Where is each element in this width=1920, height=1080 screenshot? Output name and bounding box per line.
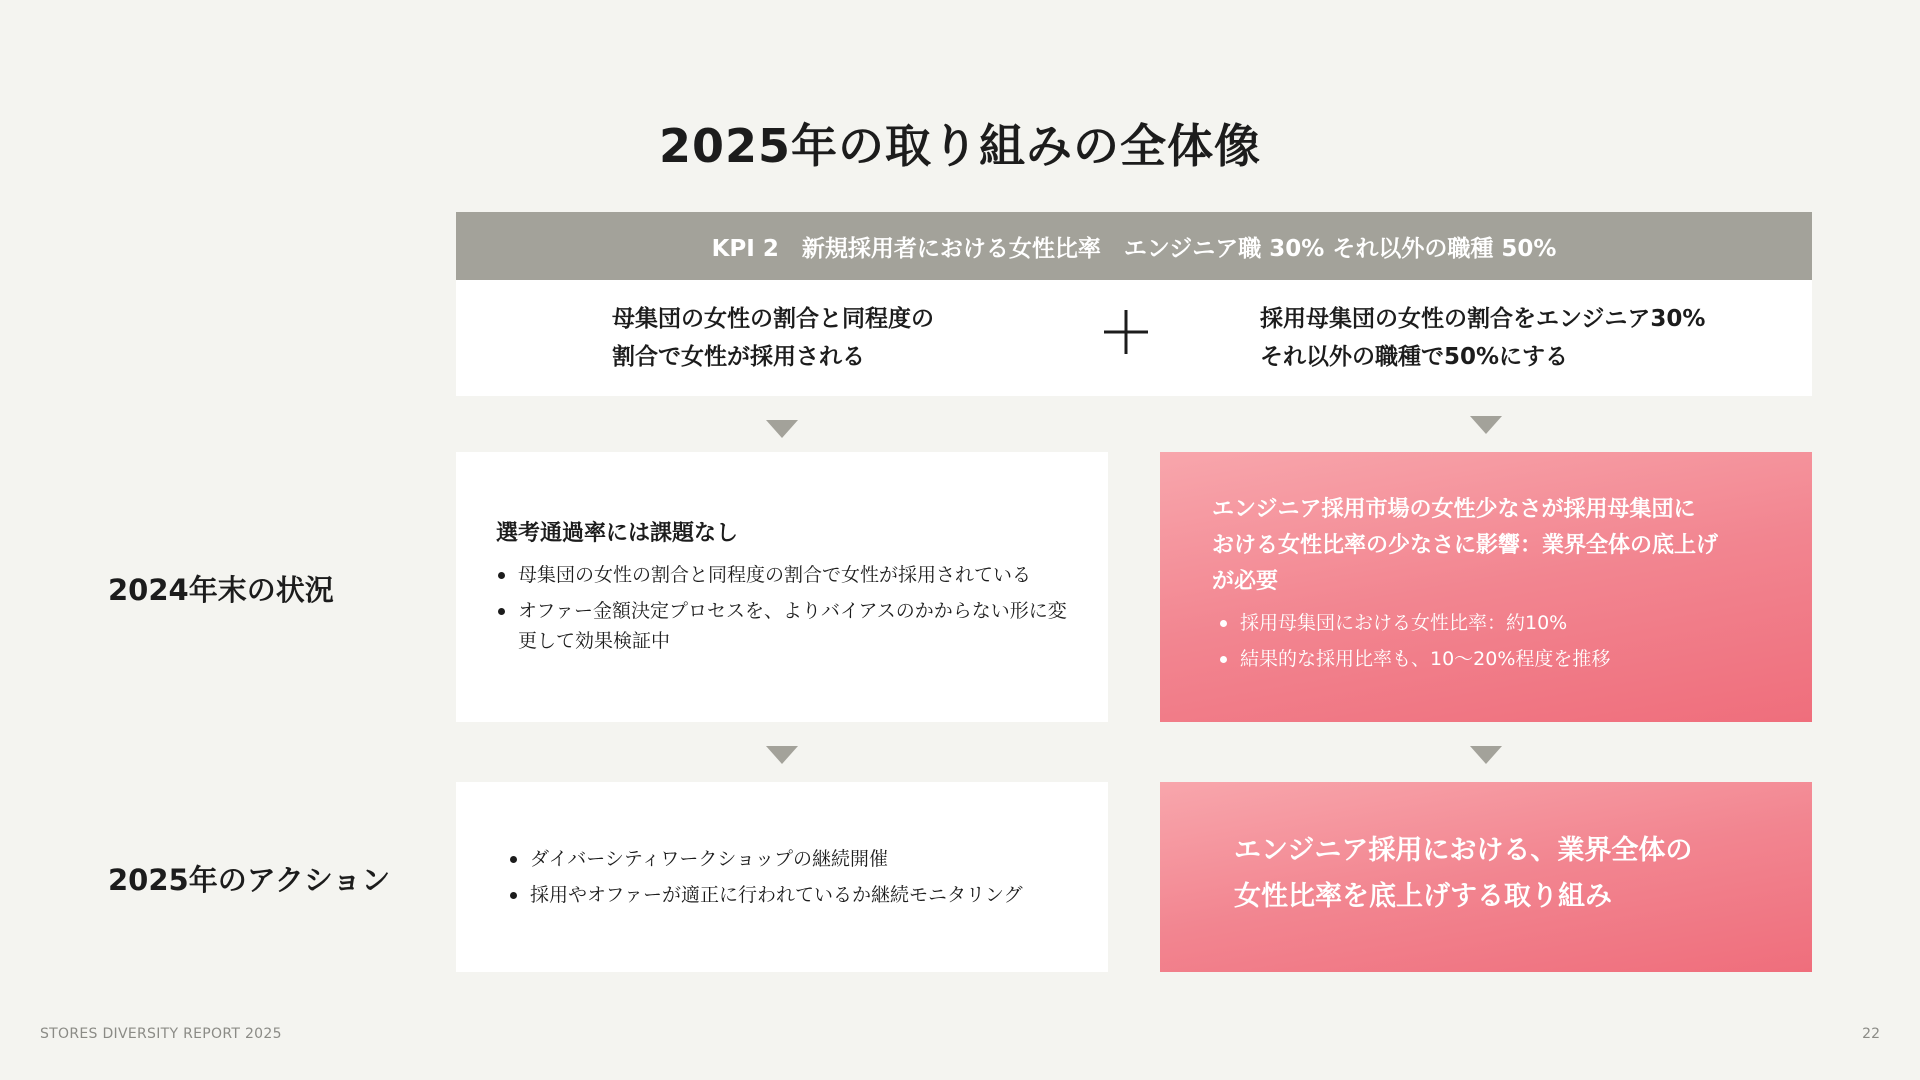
goal-right-line1: 採用母集団の女性の割合をエンジニア30% [1260,306,1706,332]
status-right-list [1218,608,1778,680]
status-right-heading-line1: エンジニア採用市場の女性少なさが採用母集団に [1212,497,1696,522]
page-number: 22 [1862,1026,1880,1042]
status-card-left [456,452,1108,722]
status-card-right [1160,452,1812,722]
action-card-right [1160,782,1812,972]
down-arrow-icon [1470,416,1502,434]
status-right-heading [1212,492,1718,600]
action-card-left [456,782,1108,972]
goal-left-line1: 母集団の女性の割合と同程度の [612,306,934,332]
down-arrow-icon [766,420,798,438]
status-right-heading-line3: が必要 [1212,569,1279,594]
plus-icon [1096,302,1156,362]
down-arrow-icon [766,746,798,764]
action-right-line1: エンジニア採用における、業界全体の [1234,835,1693,866]
status-left-heading: 選考通過率には課題なし [496,521,739,546]
down-arrow-icon [1470,746,1502,764]
list-item: ダイバーシティワークショップの継続開催 [508,844,1088,874]
status-left-list [496,560,1076,662]
list-item: 母集団の女性の割合と同程度の割合で女性が採用されている [496,560,1076,590]
goal-right-line2: それ以外の職種で50%にする [1260,344,1569,370]
action-left-list [508,844,1088,916]
kpi-banner [456,212,1812,280]
goal-right [1260,300,1705,376]
kpi-label: KPI 2 新規採用者における女性比率 エンジニア職 30% それ以外の職種 50% [711,235,1557,262]
list-item: オファー金額決定プロセスを、よりバイアスのかからない形に変更して効果検証中 [496,596,1076,656]
row-label-action: 2025年のアクション [108,863,391,897]
goal-left-line2: 割合で女性が採用される [612,344,865,370]
goal-panel [456,280,1812,396]
row-label-status: 2024年末の状況 [108,573,334,607]
action-right-text [1234,828,1692,920]
list-item: 採用やオファーが適正に行われているか継続モニタリング [508,880,1088,910]
goal-left [612,300,934,376]
list-item: 結果的な採用比率も、10〜20%程度を推移 [1218,644,1778,674]
list-item: 採用母集団における女性比率：約10% [1218,608,1778,638]
page-title: 2025年の取り組みの全体像 [658,119,1262,173]
status-right-heading-line2: おける女性比率の少なさに影響：業界全体の底上げ [1212,533,1719,558]
footer-report-name: STORES DIVERSITY REPORT 2025 [40,1026,282,1042]
action-right-line2: 女性比率を底上げする取り組み [1234,881,1612,912]
